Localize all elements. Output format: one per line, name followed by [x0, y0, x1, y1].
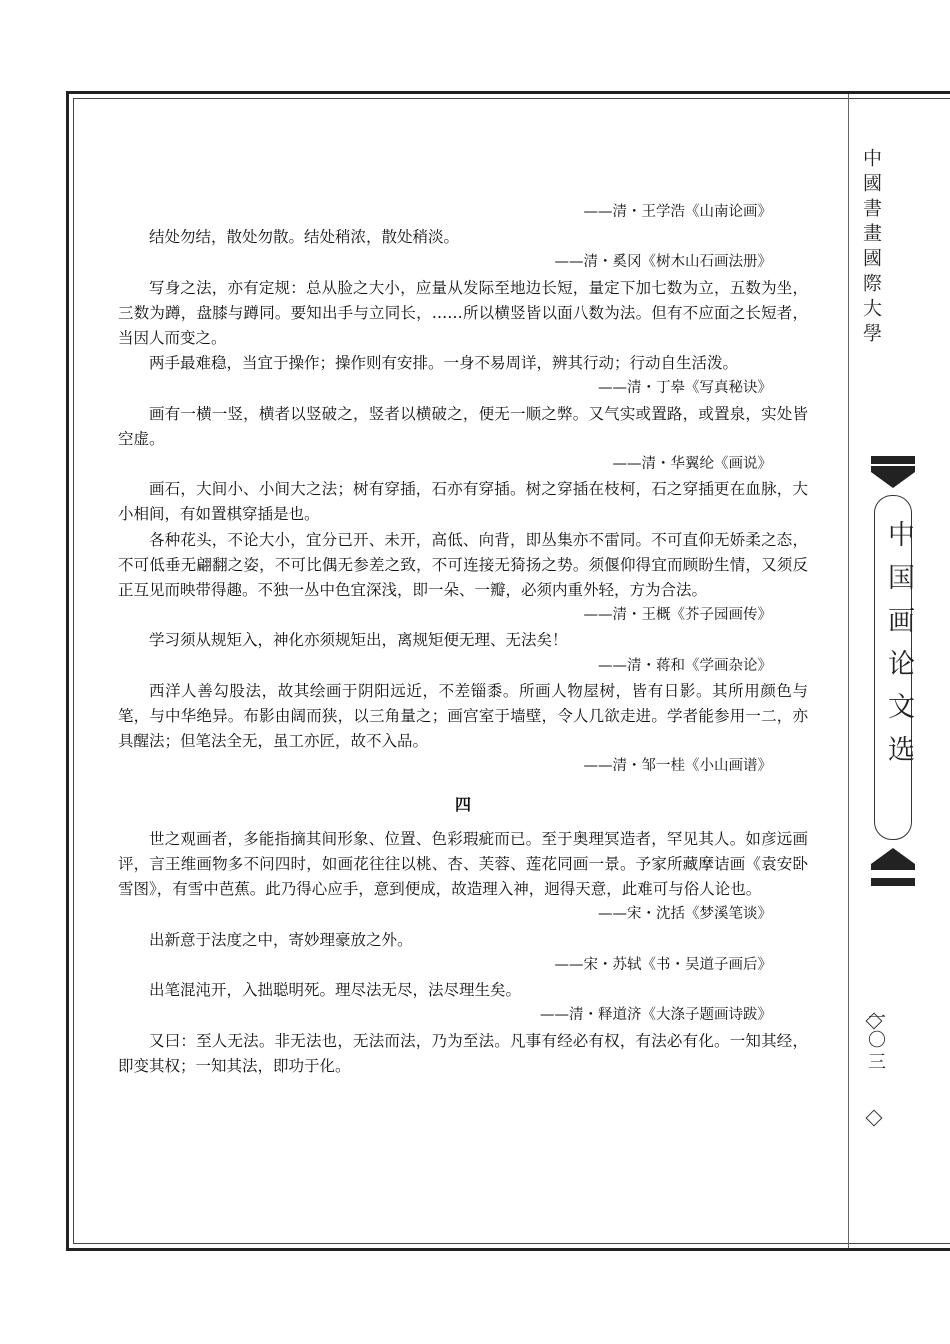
paragraph: 各种花头，不论大小，宜分已开、未开，高低、向背，即丛集亦不雷同。不可直仰无娇柔之态，不可低垂无翩翻之姿，不可比偶无参差之致，不可连接无猗扬之势。须偃仰得宜而顾盼生情，又须反正互见而映带得趣。不独一丛中色宜深浅，即一朵、一瓣，必须内重外轻，方为合法。	[118, 530, 808, 600]
paragraph: 画有一横一竖，横者以竖破之，竖者以横破之，便无一顺之弊。又气实或置路，或置泉，实处皆空虚。	[118, 404, 808, 448]
text-after-section	[118, 827, 808, 1079]
paragraph: 画石，大间小、小间大之法；树有穿插，石亦有穿插。树之穿插在枝柯，石之穿插更在血脉，大小相间，有如置棋穿插是也。	[118, 480, 808, 524]
paragraph: 出新意于法度之中，寄妙理豪放之外。	[149, 930, 413, 949]
source-citation: ——清・华翼纶《画说》	[612, 456, 772, 473]
title-bar-bottom	[871, 878, 915, 886]
paragraph: 写身之法，亦有定规：总从脸之大小，应量从发际至地边长短，量定下加七数为立，五数为坐，三数为蹲，盘膝与蹲同。要知出手与立同长，……所以横竖皆以面八数为法。但有不应面之长短者，当因人而变之。	[118, 278, 808, 348]
paragraph: 西洋人善勾股法，故其绘画于阴阳远近，不差锱黍。所画人物屋树，皆有日影。其所用颜色与笔，与中华绝异。布影由阔而狭，以三角量之；画宫室于墙壁，令人几欲走进。学者能参用一二，亦具醒法；但笔法全无，虽工亦匠，故不入品。	[118, 681, 808, 751]
ornament-top-icon	[871, 466, 915, 490]
main-text	[118, 200, 808, 1079]
ornament-bottom-icon	[871, 846, 915, 870]
source-citation: ——清・奚冈《树木山石画法册》	[554, 254, 772, 271]
paragraph: 两手最难稳，当宜于操作；操作则有安排。一身不易周详，辨其行动；行动自生活泼。	[149, 354, 739, 373]
sidebar-divider	[848, 94, 849, 1248]
source-citation: ——宋・苏轼《书・吴道子画后》	[554, 956, 772, 973]
paragraph: 学习须从规矩入，神化亦须规矩出，离规矩便无理、无法矣！	[149, 631, 568, 650]
source-citation: ——清・丁皋《写真秘诀》	[598, 380, 772, 397]
source-citation: ——清・王学浩《山南论画》	[583, 204, 772, 220]
paragraph: 出笔混沌开，入拙聪明死。理尽法无尽，法尽理生矣。	[149, 981, 522, 1000]
source-citation: ——清・蒋和《学画杂论》	[598, 657, 772, 674]
paragraph: 世之观画者，多能指摘其间形象、位置、色彩瑕疵而已。至于奥理冥造者，罕见其人。如彦远画评，言王维画物多不问四时，如画花往往以桃、杏、芙蓉、莲花同画一景。予家所藏摩诘画《袁安卧雪图》，有雪中芭蕉。此乃得心应手，意到便成，故造理入神，迥得天意，此难可与俗人论也。	[118, 829, 808, 899]
paragraph: 结处勿结，散处勿散。结处稍浓，散处稍淡。	[149, 228, 460, 247]
page-number: 一〇三	[865, 1008, 886, 1074]
section-number: 四	[454, 794, 471, 814]
book-title: 中国画论文选	[883, 520, 914, 778]
university-name: 中國書畫國際大學	[860, 148, 882, 348]
text-before-section	[118, 200, 808, 780]
title-bar-top	[871, 456, 915, 464]
source-citation: ——宋・沈括《梦溪笔谈》	[598, 906, 772, 923]
paragraph: 又曰：至人无法。非无法也，无法而法，乃为至法。凡事有经必有权，有法必有化。一知其经，即变其权；一知其法，即功于化。	[118, 1031, 808, 1075]
source-citation: ——清・释道济《大涤子题画诗跋》	[540, 1007, 772, 1024]
source-citation: ——清・邹一桂《小山画谱》	[583, 758, 772, 775]
source-citation: ——清・王概《芥子园画传》	[583, 607, 772, 624]
